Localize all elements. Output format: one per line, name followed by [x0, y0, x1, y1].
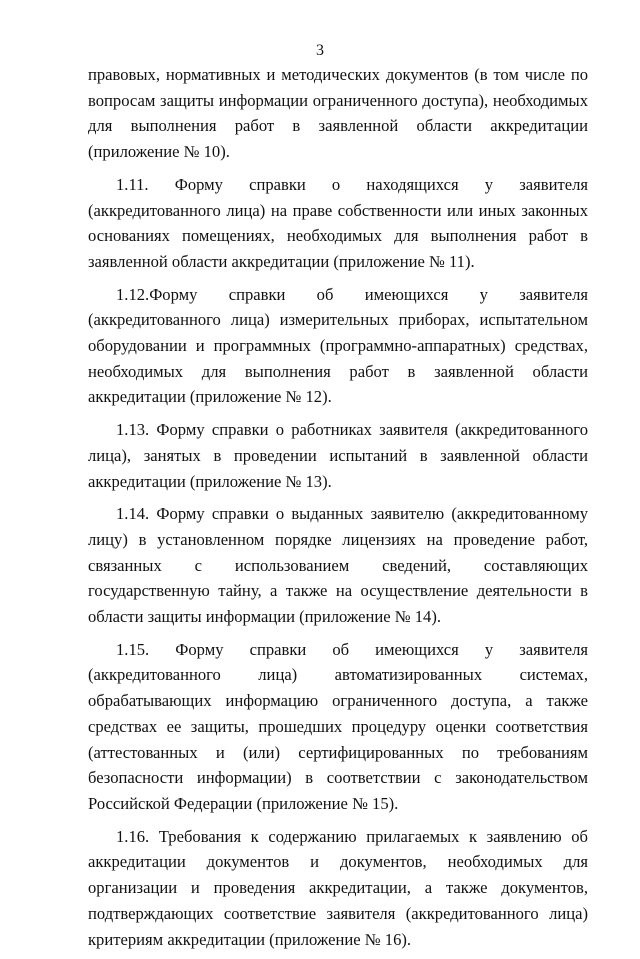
document-body: [88, 62, 588, 959]
paragraph-1-11: 1.11. Форму справки о находящихся у заявителя (аккредитованного лица) на праве собственности или иных законных основаниях помещениях, необходимых для выполнения работ в заявленной области аккредитации (приложение № 11).: [88, 174, 588, 271]
paragraph-1-13: 1.13. Форму справки о работниках заявителя (аккредитованного лица), занятых в проведении испытаний в заявленной области аккредитации (приложение № 13).: [88, 420, 588, 491]
paragraph-1-14: 1.14. Форму справки о выданных заявителю (аккредитованному лицу) в установленном порядке лицензиях на проведение работ, связанных с использованием сведений, составляющих государственную тайну, а также на осуществление деятельности в области защиты информации (приложение № 14).: [88, 504, 588, 627]
paragraph-1-16: 1.16. Требования к содержанию прилагаемых к заявлению об аккредитации документов и документов, необходимых для организации и проведения аккредитации, а также документов, подтверждающих соответствие заявителя (аккредитованного лица) критериям аккредитации (приложение № 16).: [88, 826, 588, 949]
paragraph-1-12: 1.12.Форму справки об имеющихся у заявителя (аккредитованного лица) измерительных приборах, испытательном оборудовании и программных (программно-аппаратных) средствах, необходимых для выполнения работ в заявленной области аккредитации (приложение № 12).: [88, 284, 588, 407]
page-number: 3: [316, 42, 324, 59]
paragraph-continuation: правовых, нормативных и методических документов (в том числе по вопросам защиты информации ограниченного доступа), необходимых для выполнения работ в заявленной области аккредитации (приложение № 10).: [88, 65, 588, 162]
paragraph-1-15: 1.15. Форму справки об имеющихся у заявителя (аккредитованного лица) автоматизированных системах, обрабатывающих информацию ограниченного доступа, а также средствах ее защиты, прошедших процедуру оценки соответствия (аттестованных и (или) сертифицированных по требованиям безопасности информации) в соответствии с законодательством Российской Федерации (приложение № 15).: [88, 639, 588, 813]
